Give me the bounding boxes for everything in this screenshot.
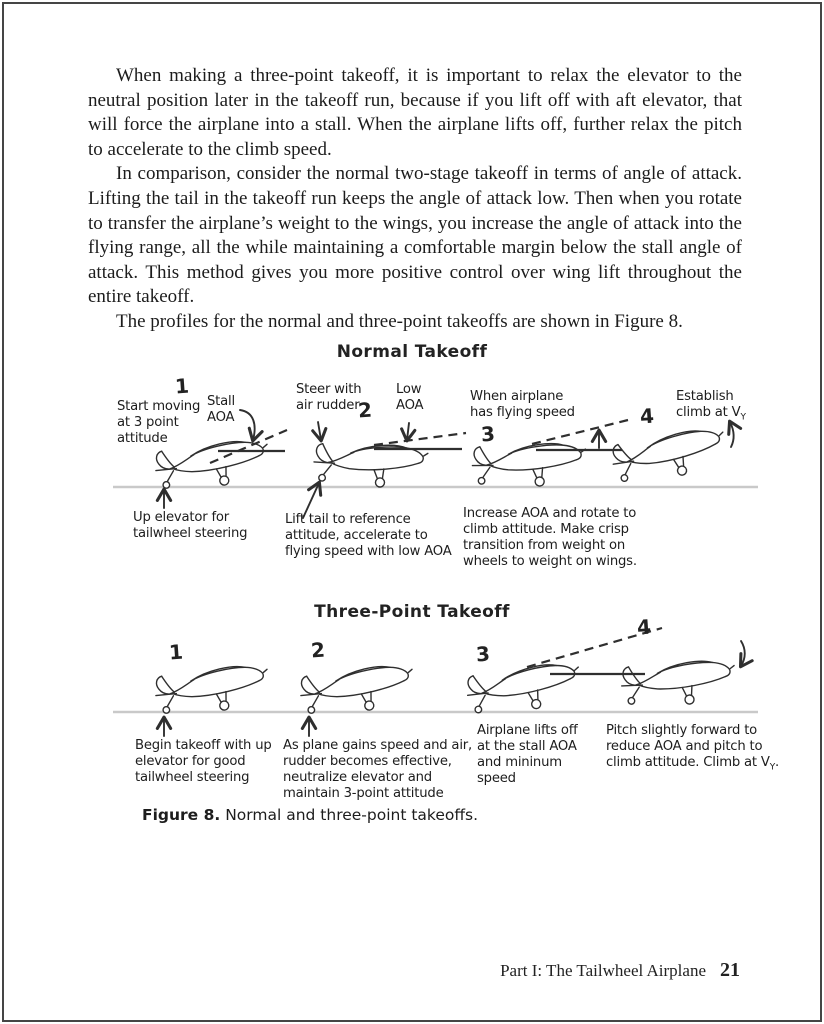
label-increase-aoa: Increase AOA and rotate to climb attitude. Make crisp transition from weight on wheels to weight on wings. (463, 506, 637, 569)
stage-number: 2 (310, 637, 326, 663)
stage-number: 1 (168, 639, 184, 665)
label-up-elevator: Up elevator for tailwheel steering (133, 510, 248, 541)
airplane-sketch (620, 654, 739, 712)
stage-number: 3 (475, 641, 491, 667)
footer-section-title: Part I: The Tailwheel Airplane (500, 961, 706, 980)
three-point-takeoff-title: Three-Point Takeoff (314, 602, 510, 622)
label-flying-speed: When airplane has flying speed (470, 389, 575, 420)
figure-8 (0, 340, 824, 850)
aoa-dashed-line (532, 420, 628, 444)
paragraph-1: When making a three-point takeoff, it is important to relax the elevator to the neutral position later in the takeoff run, because if you lift off with aft elevator, that will force the airplane into a stall. When the airplane lifts off, further relax the pitch to accelerate to the climb speed. (88, 65, 742, 160)
label-gains-speed: As plane gains speed and air, rudder becomes effective, neutralize elevator and maintain 3-point attitude (283, 738, 472, 801)
figure-caption-text: Normal and three-point takeoffs. (220, 806, 479, 824)
label-start-moving: Start moving at 3 point attitude (117, 399, 201, 446)
label-steer-rudder: Steer with air rudder (296, 382, 362, 413)
steer-rudder-arrow (318, 422, 321, 440)
page-footer (500, 959, 740, 982)
climb-up-arrow (730, 422, 734, 447)
paragraph-2: In comparison, consider the normal two-stage takeoff in terms of angle of attack. Lifting the tail in the takeoff run keeps the angle of attack low. Then when you rotate to transfer the airplane’s weight to the wings, you increase the angle of attack into the flying range, all the while maintaining a comfortable margin below the stall angle of attack. This method gives you more positive control over wing lift throughout the entire takeoff. (88, 163, 742, 308)
airplane-sketch (609, 421, 730, 490)
pitch-down-arrow (741, 641, 745, 666)
normal-takeoff-title: Normal Takeoff (336, 342, 488, 362)
aoa-dashed-line (210, 430, 287, 463)
vy-subscript: Y (769, 762, 775, 773)
figure-caption-label: Figure 8. (142, 806, 221, 824)
stage-number: 4 (639, 403, 655, 429)
label-lift-tail: Lift tail to reference attitude, accelerate to flying speed with low AOA (285, 512, 452, 559)
label-pitch-forward: Pitch slightly forward to reduce AOA and pitch to climb attitude. Climb at $V_Y$. (606, 723, 779, 773)
stage-number: 2 (357, 397, 373, 423)
label-low-aoa: Low AOA (396, 382, 424, 413)
stage-number: 1 (174, 373, 190, 399)
label-lifts-off: Airplane lifts off at the stall AOA and mininum speed (477, 723, 578, 786)
figure-caption (142, 806, 478, 824)
low-aoa-arrow (407, 423, 409, 440)
aoa-dashed-line (374, 433, 466, 445)
stage-number: 3 (480, 421, 496, 447)
vy-subscript: Y (740, 412, 746, 423)
paragraph-3: The profiles for the normal and three-point takeoffs are shown in Figure 8. (116, 310, 683, 332)
stage-number: 4 (636, 614, 652, 640)
label-establish-climb: Establish climb at $V_Y$ (676, 389, 746, 423)
label-stall-aoa: Stall AOA (207, 394, 235, 425)
label-begin-takeoff: Begin takeoff with up elevator for good tailwheel steering (135, 738, 272, 785)
page-number: 21 (720, 959, 740, 981)
body-text (88, 64, 742, 335)
